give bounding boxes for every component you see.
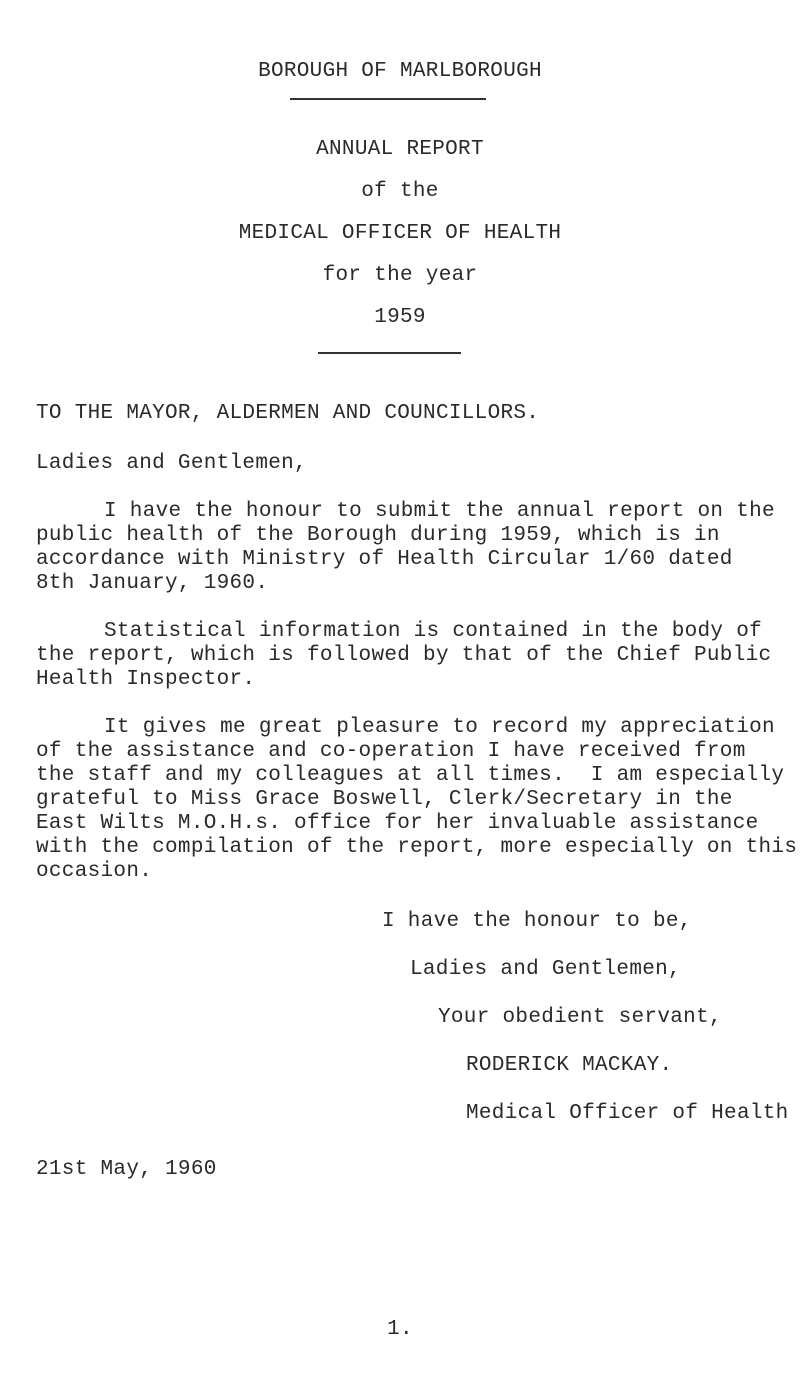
closing-honour: I have the honour to be, [382, 910, 692, 933]
for-the-year-text: for the year [322, 264, 478, 287]
paragraph-line: Statistical information is contained in the body of [104, 620, 763, 643]
closing-salutation: Ladies and Gentlemen, [410, 958, 681, 981]
closing-servant: Your obedient servant, [438, 1006, 722, 1029]
signatory-name: RODERICK MACKAY. [466, 1054, 673, 1077]
signatory-title: Medical Officer of Health [466, 1102, 789, 1125]
of-the-text: of the [361, 180, 439, 203]
paragraph-line: of the assistance and co-operation I have received from [36, 740, 746, 763]
report-year: 1959 [374, 306, 426, 329]
paragraph-line: 8th January, 1960. [36, 572, 269, 595]
salutation: Ladies and Gentlemen, [36, 452, 307, 475]
page-number: 1. [387, 1318, 413, 1341]
paragraph-line: grateful to Miss Grace Boswell, Clerk/Secretary in the [36, 788, 733, 811]
paragraph-line: Health Inspector. [36, 668, 256, 691]
letter-date: 21st May, 1960 [36, 1158, 217, 1181]
addressee: TO THE MAYOR, ALDERMEN AND COUNCILLORS. [36, 402, 540, 425]
paragraph-line: the staff and my colleagues at all times. I am especially [36, 764, 785, 787]
officer-heading: MEDICAL OFFICER OF HEALTH [238, 222, 562, 245]
paragraph-line: occasion. [36, 860, 153, 883]
paragraph-line: East Wilts M.O.H.s. office for her invaluable assistance [36, 812, 759, 835]
paragraph-line: public health of the Borough during 1959, which is in [36, 524, 720, 547]
paragraph-line: I have the honour to submit the annual report on the [104, 500, 775, 523]
paragraph-line: It gives me great pleasure to record my appreciation [104, 716, 775, 739]
paragraph-line: with the compilation of the report, more especially on this [36, 836, 798, 859]
report-title: ANNUAL REPORT [316, 138, 484, 161]
header-divider-bottom [318, 352, 461, 354]
paragraph-line: the report, which is followed by that of the Chief Public [36, 644, 772, 667]
header-divider-top [290, 98, 486, 100]
paragraph-line: accordance with Ministry of Health Circular 1/60 dated [36, 548, 733, 571]
borough-heading: BOROUGH OF MARLBOROUGH [258, 60, 542, 83]
